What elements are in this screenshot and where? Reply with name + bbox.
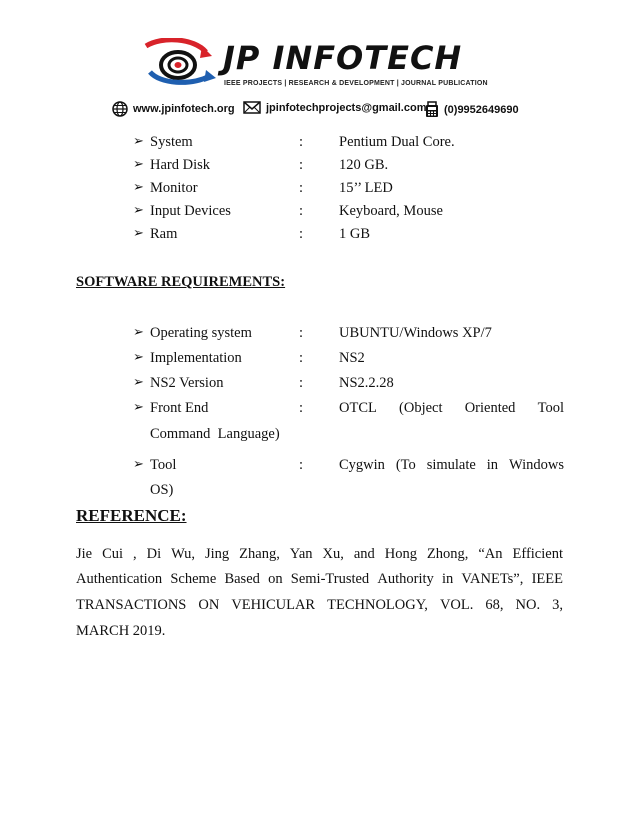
item-label: System [150, 134, 193, 150]
value-word: in [486, 457, 499, 473]
item-label: Hard Disk [150, 157, 211, 173]
value-word: Windows [508, 457, 564, 473]
ref-word: Wu, [171, 546, 196, 562]
ref-word: Yan [289, 546, 313, 562]
item-value: UBUNTU/Windows XP/7 [339, 325, 492, 341]
ref-word: and [353, 546, 375, 562]
item-value: 15’’ LED [339, 180, 393, 196]
item-value: 1 GB [339, 226, 371, 242]
globe-icon [112, 101, 128, 117]
bullet-arrow-icon: ➢ [133, 457, 144, 472]
reference-line [76, 570, 563, 588]
logo-mark-icon [142, 38, 216, 88]
ref-word: TECHNOLOGY, [327, 597, 428, 613]
value-word: Oriented [464, 400, 516, 416]
item-colon: : [299, 350, 304, 366]
reference-line [76, 596, 563, 614]
item-label: Input Devices [150, 203, 231, 219]
item-value: NS2.2.28 [339, 375, 394, 391]
ref-word: Authentication [76, 571, 163, 587]
value-word: Cygwin [339, 457, 385, 473]
ref-word: 3, [552, 597, 563, 613]
item-colon: : [299, 203, 304, 219]
bullet-arrow-icon: ➢ [133, 400, 144, 415]
software-heading: SOFTWARE REQUIREMENTS: [76, 274, 286, 290]
bullet-arrow-icon: ➢ [133, 134, 144, 149]
item-label: Front End [150, 400, 209, 416]
value-word: (To [395, 457, 416, 473]
reference-heading: REFERENCE: [76, 506, 187, 525]
value-word: (Object [399, 400, 443, 416]
ref-word: 68, [485, 597, 504, 613]
ref-word: Scheme [170, 571, 217, 587]
email-text: jpinfotechprojects@gmail.com [266, 101, 427, 114]
brand-name: JP INFOTECH [223, 39, 463, 77]
ref-word: NO. [515, 597, 541, 613]
item-colon: : [299, 134, 304, 150]
ref-word: on [268, 571, 283, 587]
ref-word: VOL. [439, 597, 474, 613]
email-item[interactable] [243, 101, 426, 114]
item-label: NS2 Version [150, 375, 224, 391]
value-word: simulate [426, 457, 476, 473]
ref-word: Zhang, [239, 546, 280, 562]
bullet-arrow-icon: ➢ [133, 226, 144, 241]
value-word: Tool [537, 400, 564, 416]
ref-word: IEEE [531, 571, 563, 587]
item-value: Pentium Dual Core. [339, 134, 455, 150]
ref-word: Semi-Trusted [290, 571, 370, 587]
item-label: Operating system [150, 325, 252, 341]
phone-icon [425, 101, 439, 118]
phone-text: (0)9952649690 [444, 103, 519, 116]
ref-word: Efficient [512, 546, 563, 562]
ref-word: “An [478, 546, 503, 562]
bullet-arrow-icon: ➢ [133, 375, 144, 390]
item-colon: : [299, 325, 304, 341]
website-item[interactable] [112, 101, 235, 117]
ref-word: VEHICULAR [231, 597, 316, 613]
item-colon: : [299, 457, 304, 473]
item-label: Ram [150, 226, 178, 242]
bullet-arrow-icon: ➢ [133, 203, 144, 218]
item-colon: : [299, 180, 304, 196]
item-value-continuation: Command Language) [150, 426, 280, 442]
value-word: OTCL [339, 400, 377, 416]
website-text: www.jpinfotech.org [133, 103, 235, 115]
ref-word: Authority [377, 571, 434, 587]
ref-word: Jie [76, 546, 93, 562]
phone-item[interactable] [425, 101, 519, 118]
ref-word: Xu, [322, 546, 344, 562]
ref-word: VANETs”, [461, 571, 524, 587]
item-value [339, 456, 564, 474]
item-value: NS2 [339, 350, 365, 366]
item-label: Monitor [150, 180, 198, 196]
item-colon: : [299, 400, 304, 416]
reference-line: MARCH 2019. [76, 623, 166, 639]
item-colon: : [299, 157, 304, 173]
item-value-continuation: OS) [150, 482, 174, 498]
item-value: 120 GB. [339, 157, 389, 173]
ref-word: in [441, 571, 454, 587]
item-label: Tool [150, 457, 177, 473]
item-value [339, 399, 564, 417]
ref-word: Di [146, 546, 162, 562]
ref-word: Based [224, 571, 260, 587]
bullet-arrow-icon: ➢ [133, 180, 144, 195]
mail-icon [243, 101, 261, 114]
reference-line [76, 545, 563, 563]
bullet-arrow-icon: ➢ [133, 325, 144, 340]
item-label: Implementation [150, 350, 242, 366]
ref-word: Jing [205, 546, 230, 562]
item-colon: : [299, 375, 304, 391]
bullet-arrow-icon: ➢ [133, 157, 144, 172]
ref-word: TRANSACTIONS [76, 597, 187, 613]
ref-word: Hong [384, 546, 417, 562]
item-value: Keyboard, Mouse [339, 203, 443, 219]
bullet-arrow-icon: ➢ [133, 350, 144, 365]
ref-word: Zhong, [426, 546, 469, 562]
brand-tagline: IEEE PROJECTS | RESEARCH & DEVELOPMENT | JOURNAL PUBLICATION [224, 80, 488, 87]
ref-word: ON [198, 597, 220, 613]
ref-word: Cui [102, 546, 124, 562]
item-colon: : [299, 226, 304, 242]
ref-word: , [133, 546, 137, 562]
